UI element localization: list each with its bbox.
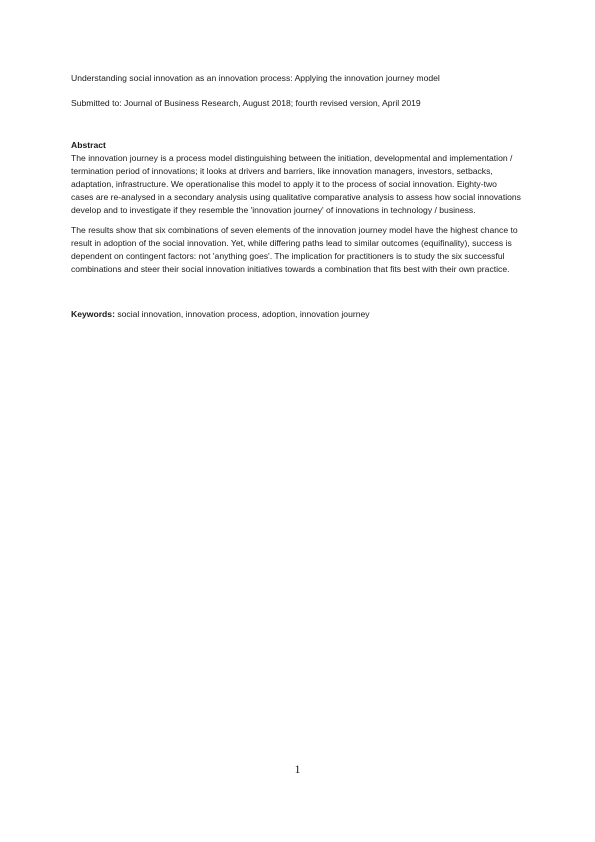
abstract-paragraph-1: The innovation journey is a process model distinguishing between the initiation, developmental and implementation / termination period of innovations; it looks at drivers and barriers, like innovation managers, investors, setbacks, adaptation, infrastructure. We operationalise this model to apply it to the process of social innovation. Eighty-two cases are re-analysed in a secondary analysis using qualitative comparative analysis to assess how social innovations develop and to investigate if they resemble the 'innovation journey' of innovations in technology / business. xyxy=(71,153,521,215)
keywords-label: Keywords: xyxy=(71,309,115,319)
page-content xyxy=(71,72,521,321)
paper-title: Understanding social innovation as an innovation process: Applying the innovation journey model xyxy=(71,73,440,83)
submission-info: Submitted to: Journal of Business Research, August 2018; fourth revised version, April 2019 xyxy=(71,98,421,108)
abstract-heading: Abstract xyxy=(71,140,106,150)
keywords-text: social innovation, innovation process, adoption, innovation journey xyxy=(114,309,370,319)
page-number: 1 xyxy=(294,762,301,776)
keywords-line xyxy=(71,308,521,321)
abstract-paragraph-2: The results show that six combinations of seven elements of the innovation journey model have the highest chance to result in adoption of the social innovation. Yet, while differing paths lead to similar outcomes (equifinality), success is dependent on contingent factors: not 'anything goes'. The implication for practitioners is to study the six successful combinations and steer their social innovation initiatives towards a combination that fits best with their own practice. xyxy=(71,225,518,274)
